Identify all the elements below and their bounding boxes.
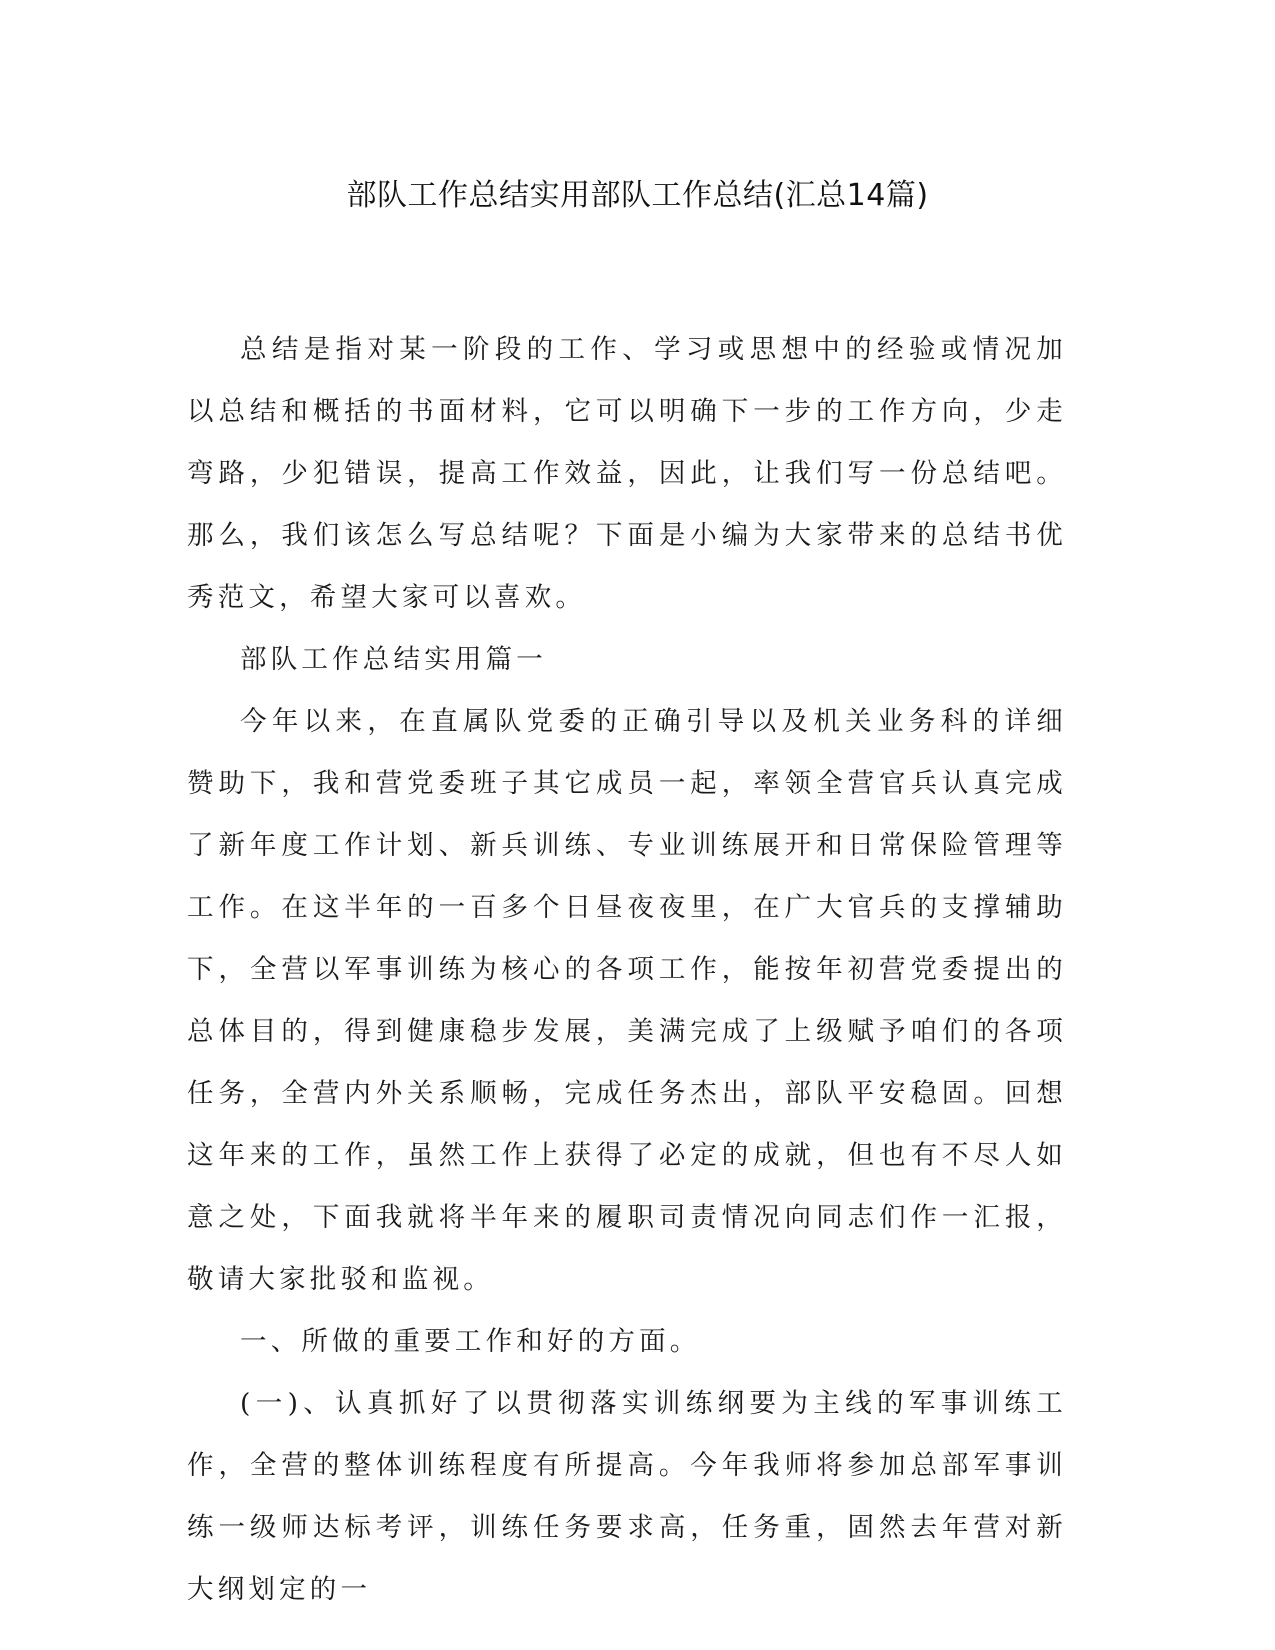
body-paragraph: 今年以来，在直属队党委的正确引导以及机关业务科的详细赞助下，我和营党委班子其它成员一起，率领全营官兵认真完成了新年度工作计划、新兵训练、专业训练展开和日常保险管理等工作。在这半年的一百多个日昼夜夜里，在广大官兵的支撑辅助下，全营以军事训练为核心的各项工作，能按年初营党委提出的总体目的，得到健康稳步发展，美满完成了上级赋予咱们的各项任务，全营内外关系顺畅，完成任务杰出，部队平安稳固。回想这年来的工作，虽然工作上获得了必定的成就，但也有不尽人如意之处，下面我就将半年来的履职司责情况向同志们作一汇报，敬请大家批驳和监视。: [187, 706, 1067, 1295]
document-body: [187, 319, 1067, 1621]
body-paragraph: (一)、认真抓好了以贯彻落实训练纲要为主线的军事训练工作，全营的整体训练程度有所提高。今年我师将参加总部军事训练一级师达标考评，训练任务要求高，任务重，固然去年营对新大纲划定的一: [187, 1388, 1067, 1605]
document-title: 部队工作总结实用部队工作总结(汇总14篇): [346, 178, 929, 213]
section-heading: 部队工作总结实用篇一: [240, 644, 547, 675]
intro-paragraph: 总结是指对某一阶段的工作、学习或思想中的经验或情况加以总结和概括的书面材料，它可以明确下一步的工作方向，少走弯路，少犯错误，提高工作效益，因此，让我们写一份总结吧。那么，我们该怎么写总结呢？下面是小编为大家带来的总结书优秀范文，希望大家可以喜欢。: [187, 334, 1067, 613]
subsection-heading: 一、所做的重要工作和好的方面。: [240, 1326, 701, 1357]
